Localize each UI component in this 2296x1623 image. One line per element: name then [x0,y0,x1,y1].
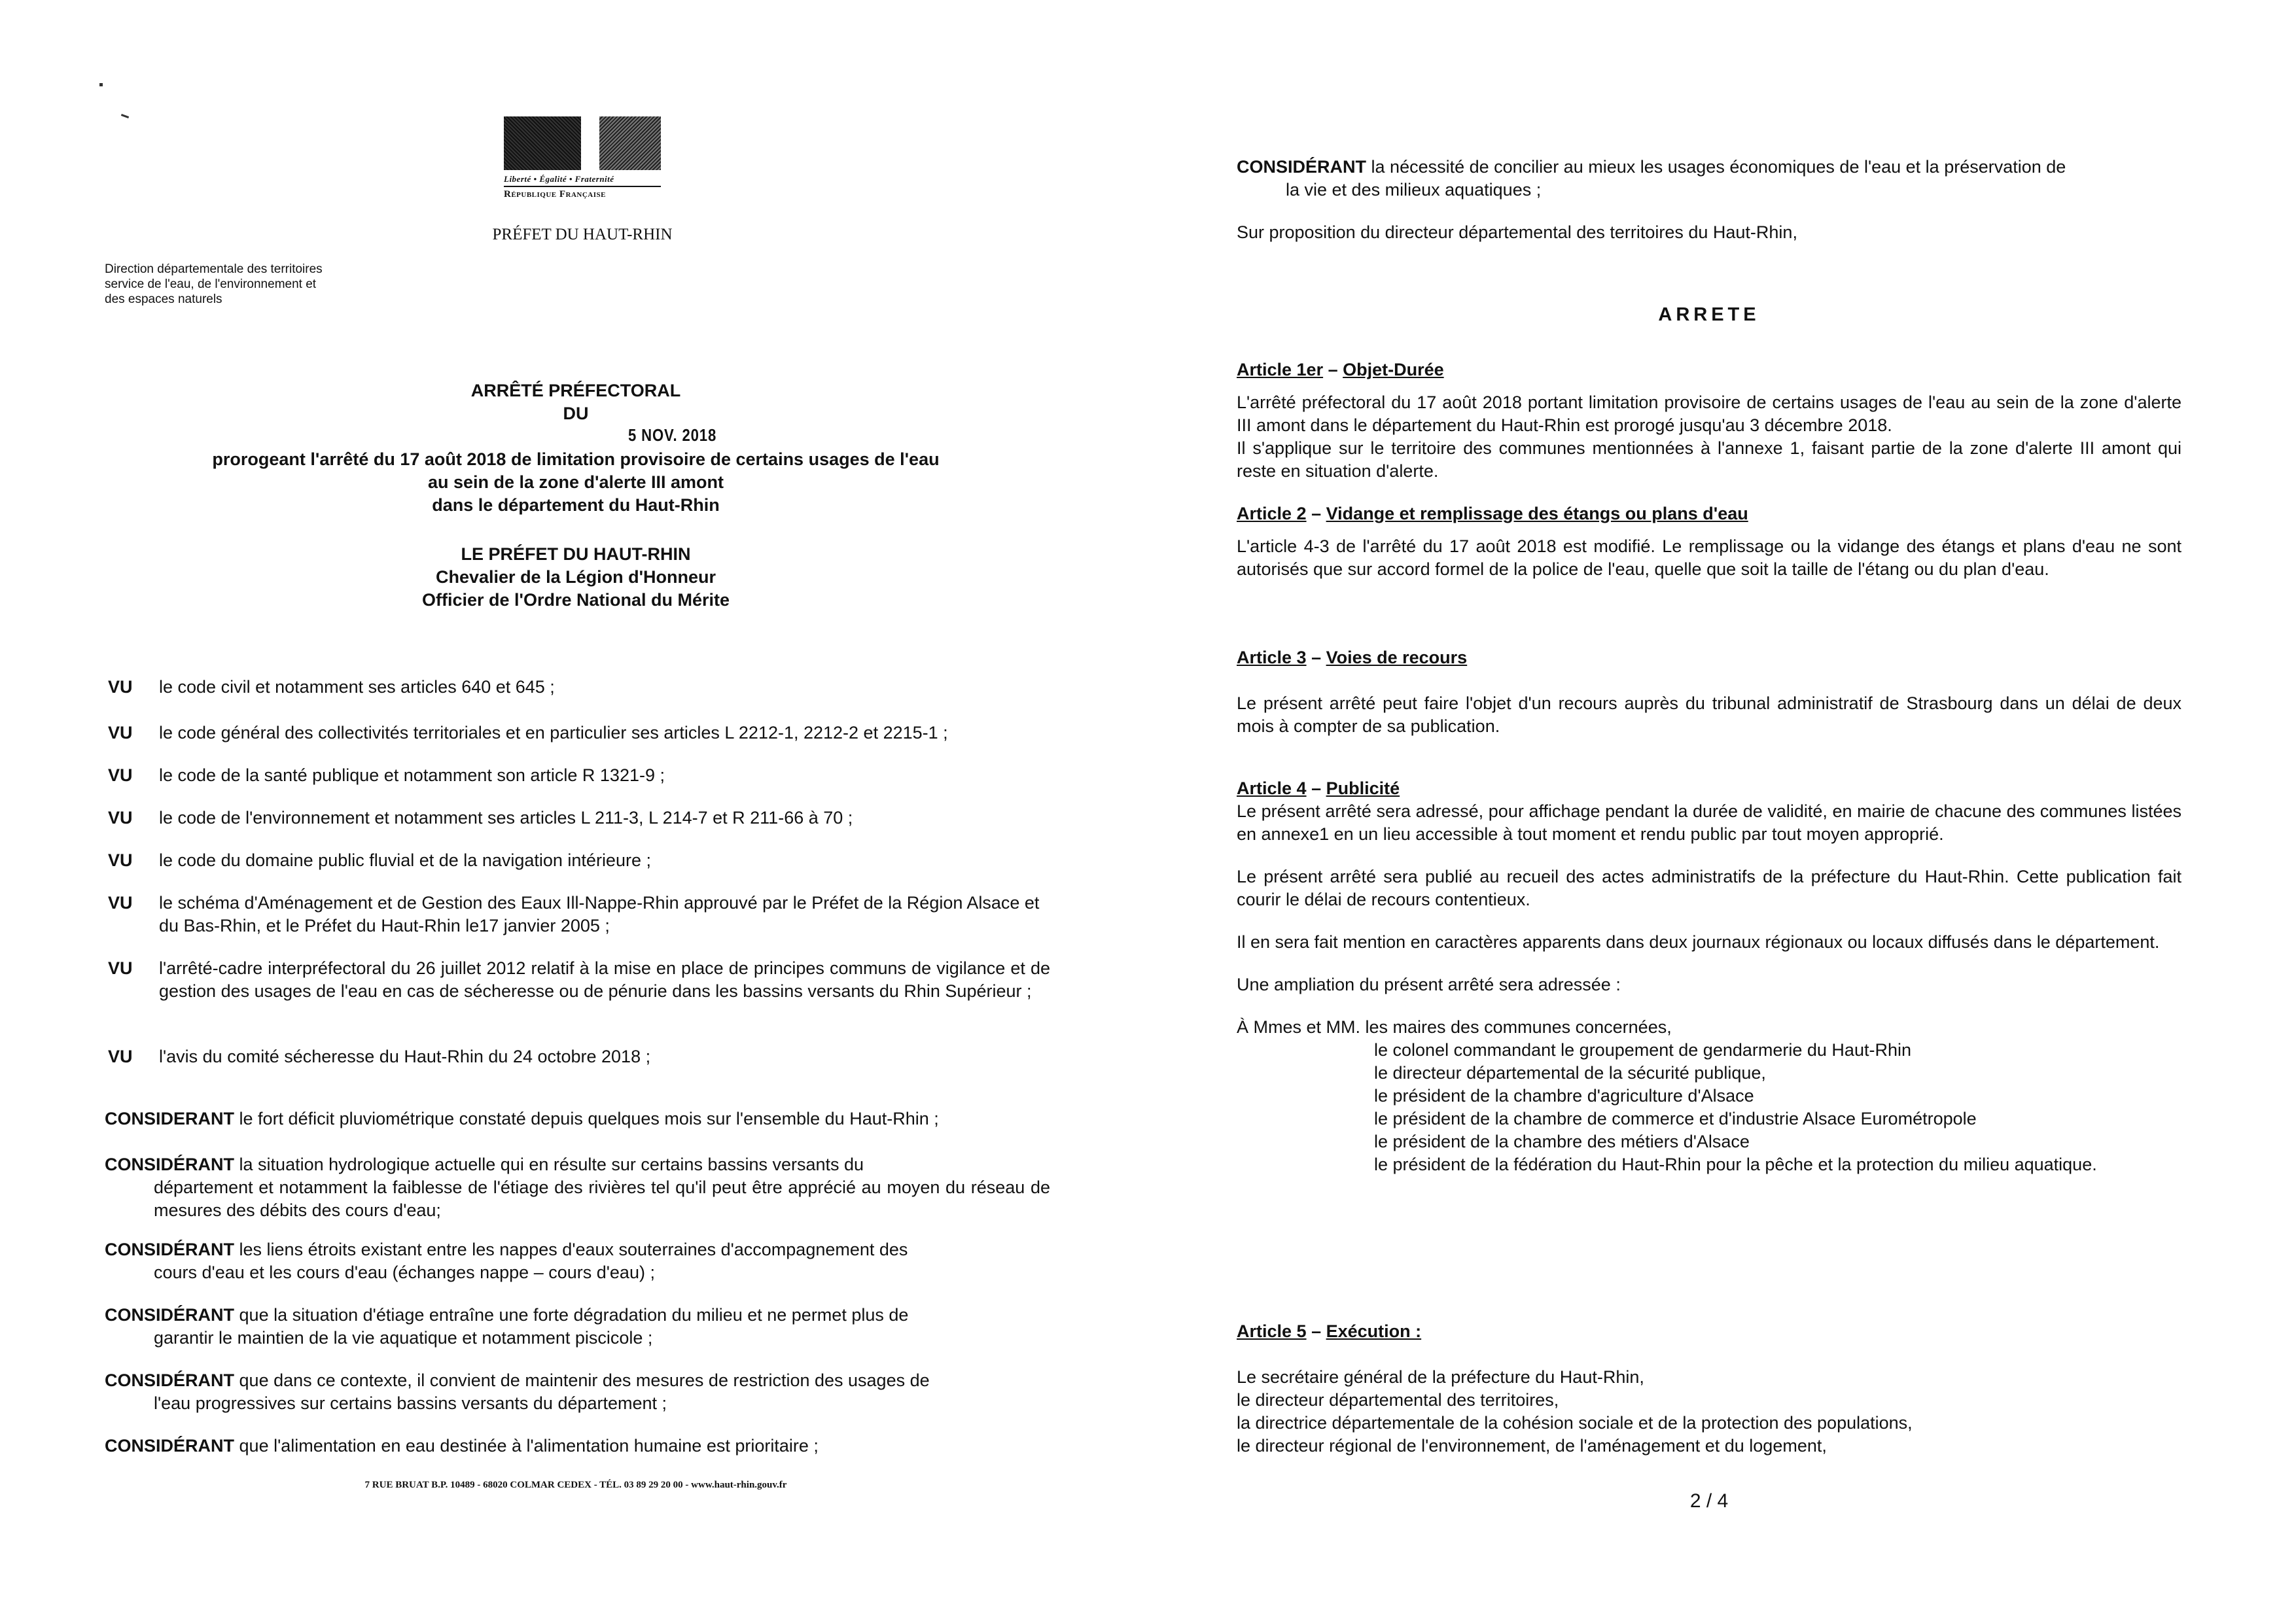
article-4-heading [1237,777,2181,800]
vu-label: VU [108,723,133,742]
article-paragraph: Le présent arrêté sera publié au recueil des actes administratifs de la préfecture du Haut-Rhin. Cette publication fait courir le délai de recours contentieux. [1237,867,2181,909]
execution-line: le directeur départemental des territoires, [1237,1390,1559,1410]
considerant [1237,156,2181,201]
ampliation-item: le directeur départemental de la sécurité publique, [1374,1063,1766,1083]
vu-text: le code de l'environnement et notamment ses articles L 211-3, L 214-7 et R 211-66 à 70 ; [159,808,853,828]
vu-label: VU [108,958,133,978]
article-title: Objet-Durée [1343,360,1444,379]
ampliation-item: le président de la chambre des métiers d'Alsace [1374,1132,1750,1151]
considerant-keyword: CONSIDÉRANT [105,1436,235,1456]
article-number: Article 2 [1237,504,1307,523]
considerant-keyword: CONSIDÉRANT [105,1155,235,1174]
title-line: ARRÊTÉ PRÉFECTORAL [470,381,681,400]
article-separator: – [1306,778,1326,798]
marianne-logo [504,116,661,200]
scan-speck [99,83,103,86]
vu-item [108,957,1050,1003]
considerant-continuation: la vie et des milieux aquatiques ; [1286,180,1542,200]
ampliation-item: le colonel commandant le groupement de gendarmerie du Haut-Rhin [1374,1040,1911,1060]
vu-item [108,676,1050,699]
logo-motto: Liberté • Égalité • Fraternité [504,174,661,187]
considerant [105,1108,1050,1130]
execution-line: Le secrétaire général de la préfecture du Haut-Rhin, [1237,1367,1644,1387]
article-2-heading [1237,502,2181,525]
considerant-keyword: CONSIDÉRANT [105,1370,235,1390]
ampliation-item: le président de la chambre d'agriculture d'Alsace [1374,1086,1754,1106]
considerant-text: que la situation d'étiage entraîne une forte dégradation du milieu et ne permet plus de [239,1305,909,1325]
proposition: Sur proposition du directeur départemental des territoires du Haut-Rhin, [1237,222,1797,242]
vu-item [108,1045,1050,1068]
article-3-body [1237,692,2181,738]
article-1-heading [1237,358,2181,381]
article-5-heading [1237,1320,2181,1343]
ampliation-item: le président de la fédération du Haut-Rhin pour la pêche et la protection du milieu aquatique. [1374,1155,2097,1174]
prefet-line: LE PRÉFET DU HAUT-RHIN [461,544,691,564]
vu-label: VU [108,1047,133,1066]
considerant [105,1238,1050,1284]
vu-text: l'avis du comité sécheresse du Haut-Rhin du 24 octobre 2018 ; [159,1047,651,1066]
article-separator: – [1323,360,1343,379]
considerant-continuation: l'eau progressives sur certains bassins versants du département ; [154,1393,667,1413]
article-title: Exécution : [1326,1321,1422,1341]
article-number: Article 1er [1237,360,1324,379]
page-number: 2 / 4 [1689,1490,1729,1512]
ampliation-item: le président de la chambre de commerce et d'industrie Alsace Eurométropole [1374,1109,1977,1128]
arrete-heading: ARRETE [1658,304,1760,325]
considerant-text: que dans ce contexte, il convient de maintenir des mesures de restriction des usages de [239,1370,930,1390]
title-line: prorogeant l'arrêté du 17 août 2018 de limitation provisoire de certains usages de l'eau [212,449,940,469]
ampliation-list [1237,1039,2181,1176]
article-separator: – [1306,648,1326,667]
article-title: Voies de recours [1326,648,1468,667]
article-4-body [1237,800,2181,1176]
scan-speck [121,114,129,118]
article-title: Vidange et remplissage des étangs ou plans d'eau [1326,504,1748,523]
prefet-header: PRÉFET DU HAUT-RHIN [492,226,673,243]
vu-item [108,807,1050,829]
vu-item [108,722,1050,744]
prefet-titles [105,543,1047,612]
logo-republic: République Française [504,189,606,200]
article-5-body [1237,1366,2181,1457]
considerant-text: le fort déficit pluviométrique constaté depuis quelques mois sur l'ensemble du Haut-Rhin ; [239,1109,939,1128]
vu-text: l'arrêté-cadre interpréfectoral du 26 juillet 2012 relatif à la mise en place de principes communs de vigilance et de gestion des usages de l'eau en cas de sécheresse ou de pénurie dans les bassins versants du Rhin Supérieur ; [159,958,1050,1001]
direction-line: Direction départementale des territoires [105,262,323,276]
article-paragraph: Il s'applique sur le territoire des communes mentionnées à l'annexe 1, faisant partie de la zone d'alerte III amont qui reste en situation d'alerte. [1237,438,2181,481]
ampliation-first: À Mmes et MM. les maires des communes concernées, [1237,1017,1672,1037]
execution-line: le directeur régional de l'environnement, de l'aménagement et du logement, [1237,1436,1827,1456]
considerant-text: que l'alimentation en eau destinée à l'alimentation humaine est prioritaire ; [239,1436,819,1456]
vu-item [108,892,1050,937]
execution-line: la directrice départementale de la cohésion sociale et de la protection des populations, [1237,1413,1913,1433]
prefet-line: Chevalier de la Légion d'Honneur [436,567,716,587]
vu-item [108,764,1050,787]
article-paragraph: Le présent arrêté peut faire l'objet d'un recours auprès du tribunal administratif de Strasbourg dans un délai de deux mois à compter de sa publication. [1237,693,2181,736]
considerant-continuation: garantir le maintien de la vie aquatique et notamment piscicole ; [154,1328,653,1348]
considerant-keyword: CONSIDERANT [105,1109,235,1128]
considerant-text: la situation hydrologique actuelle qui en résulte sur certains bassins versants du [239,1155,864,1174]
article-paragraph: L'article 4-3 de l'arrêté du 17 août 2018 est modifié. Le remplissage ou la vidange des étangs et plans d'eau ne sont autorisés que sur accord formel de la police de l'eau, quelle que soit la taille de l'étang ou du plan d'eau. [1237,536,2181,579]
considerant-text: la nécessité de concilier au mieux les usages économiques de l'eau et la préservation de [1371,157,2066,177]
footer-address: 7 RUE BRUAT B.P. 10489 - 68020 COLMAR CEDEX - TÉL. 03 89 29 20 00 - www.haut-rhin.gouv.fr [364,1480,787,1490]
article-separator: – [1306,504,1326,523]
vu-text: le code du domaine public fluvial et de la navigation intérieure ; [159,850,651,870]
considerant [105,1369,1050,1415]
vu-text: le schéma d'Aménagement et de Gestion des Eaux Ill-Nappe-Rhin approuvé par le Préfet de la Région Alsace et du Bas-Rhin, et le Préfet du Haut-Rhin le17 janvier 2005 ; [159,893,1040,935]
article-number: Article 3 [1237,648,1307,667]
considerant-continuation: département et notamment la faiblesse de l'étiage des rivières tel qu'il peut être apprécié au moyen du réseau de mesures des débits des cours d'eau; [154,1178,1050,1220]
considerant-keyword: CONSIDÉRANT [1237,157,1367,177]
considerant [105,1304,1050,1350]
right-page [1148,0,2296,1623]
article-separator: – [1306,1321,1326,1341]
vu-text: le code de la santé publique et notamment son article R 1321-9 ; [159,765,665,785]
prefet-line: Officier de l'Ordre National du Mérite [421,590,730,610]
direction-line: service de l'eau, de l'environnement et [105,277,317,291]
vu-text: le code général des collectivités territoriales et en particulier ses articles L 2212-1, 2212-2 et 2215-1 ; [159,723,948,742]
considerant-keyword: CONSIDÉRANT [105,1240,235,1259]
considerant [105,1435,1050,1457]
issuing-direction [105,262,380,307]
article-1-body [1237,391,2181,483]
article-number: Article 5 [1237,1321,1307,1341]
vu-text: le code civil et notamment ses articles 640 et 645 ; [159,677,555,697]
vu-label: VU [108,765,133,785]
article-paragraph: Il en sera fait mention en caractères apparents dans deux journaux régionaux ou locaux diffusés dans le département. [1237,932,2160,952]
direction-line: des espaces naturels [105,292,222,306]
vu-label: VU [108,850,133,870]
title-line: dans le département du Haut-Rhin [432,495,720,515]
article-number: Article 4 [1237,778,1307,798]
document-title [105,379,1047,517]
article-title: Publicité [1326,778,1400,798]
vu-label: VU [108,677,133,697]
article-paragraph: Le présent arrêté sera adressé, pour affichage pendant la durée de validité, en mairie de chacune des communes listées en annexe1 en un lieu accessible à tout moment et rendu public par tout moyen approprié. [1237,801,2181,844]
considerant-keyword: CONSIDÉRANT [105,1305,235,1325]
vu-item [108,849,1050,872]
marianne-flag-icon [504,116,661,170]
considerant-continuation: cours d'eau et les cours d'eau (échanges nappe – cours d'eau) ; [154,1263,655,1282]
title-line: au sein de la zone d'alerte III amont [427,472,724,492]
date-stamp: 5 NOV. 2018 [628,425,717,445]
article-2-body [1237,535,2181,581]
article-3-heading [1237,646,2181,669]
vu-label: VU [108,893,133,913]
considerant [105,1153,1050,1222]
title-line: DU [563,404,589,423]
article-paragraph: Une ampliation du présent arrêté sera adressée : [1237,975,1621,994]
vu-label: VU [108,808,133,828]
considerant-text: les liens étroits existant entre les nappes d'eaux souterraines d'accompagnement des [239,1240,908,1259]
article-paragraph: L'arrêté préfectoral du 17 août 2018 portant limitation provisoire de certains usages de l'eau au sein de la zone d'alerte III amont dans le département du Haut-Rhin est prorogé jusqu'au 3 décembre 2018. [1237,393,2181,435]
